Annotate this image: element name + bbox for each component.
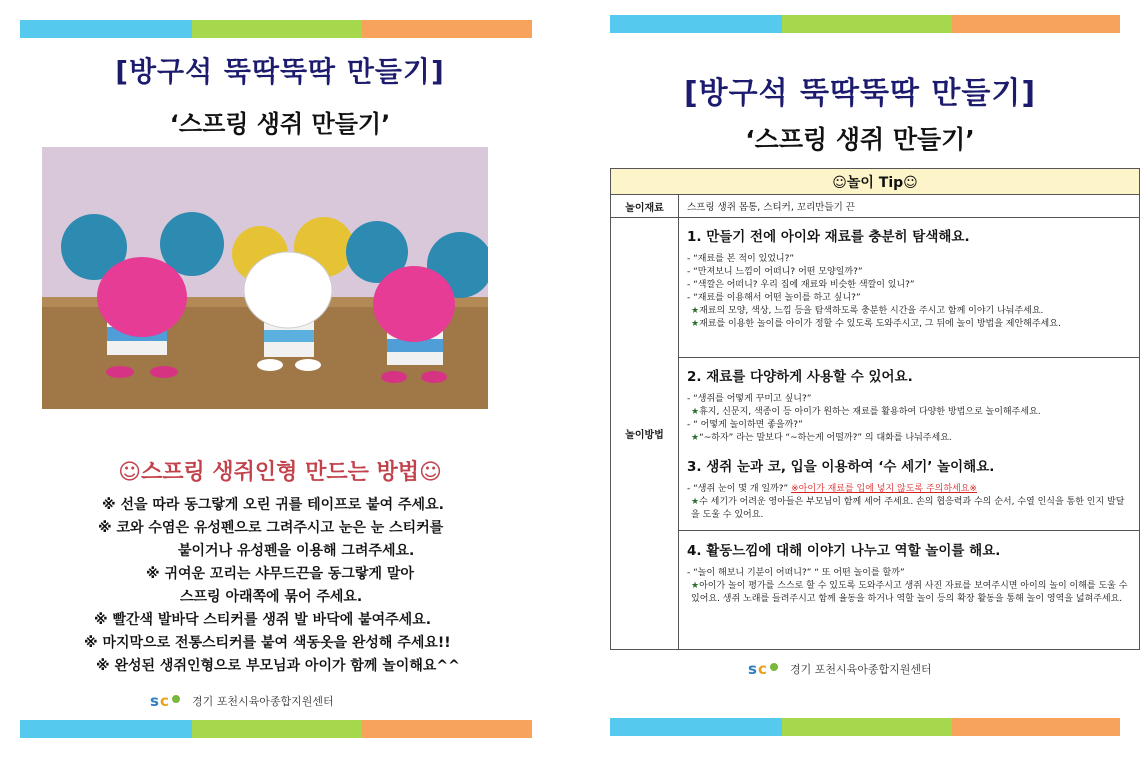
- svg-text:s: s: [150, 692, 159, 710]
- question-line: - “놀이 해보니 기분이 어떠니?” “ 또 어떤 놀이를 할까”: [687, 568, 905, 578]
- section-title: 3. 생쥐 눈과 코, 입을 이용하여 ‘수 세기’ 놀이해요.: [687, 459, 995, 475]
- section-title: 4. 활동느낌에 대해 이야기 나누고 역할 놀이를 해요.: [687, 543, 1001, 559]
- center-logo-icon: [748, 660, 786, 678]
- section-title: 2. 재료를 다양하게 사용할 수 있어요.: [687, 369, 913, 385]
- question-line: - “만져보니 느낌이 어떠니? 어떤 모양일까?”: [687, 267, 863, 277]
- step-line: ※ 마지막으로 전통스티커를 붙여 색동옷을 완성해 주세요!!: [84, 635, 451, 651]
- method-sections-2-4: [679, 358, 1140, 650]
- color-bar-top: [20, 20, 532, 38]
- step-line: ※ 선을 따라 동그랗게 오린 귀를 테이프로 붙여 주세요.: [102, 497, 444, 513]
- step-line: 스프링 아래쪽에 묶어 주세요.: [180, 589, 363, 605]
- svg-text:c: c: [758, 660, 767, 678]
- question-line: - “재료를 이용해서 어떤 놀이를 하고 싶니?”: [687, 293, 861, 303]
- materials-label: 놀이재료: [611, 195, 679, 218]
- step-line: ※ 코와 수염은 유성펜으로 그려주시고 눈은 눈 스티커를: [98, 520, 444, 536]
- question-line: - “재료를 본 적이 있었니?”: [687, 254, 795, 264]
- step-line: ※ 귀여운 꼬리는 샤무드끈을 동그랗게 말아: [146, 566, 414, 582]
- section-title: 1. 만들기 전에 아이와 재료를 충분히 탐색해요.: [687, 229, 970, 245]
- color-bar-top: [610, 15, 1120, 33]
- tip-line: ★ 수 세기가 어려운 영아들은 부모님이 함께 세어 주세요. 손의 협응력과 수의 순서, 수열 인식을 통한 인지 발달을 도울 수 있어요.: [687, 496, 1131, 522]
- safety-warning: ※아이가 재료를 입에 넣지 않도록 주의하세요※: [791, 484, 977, 494]
- center-name: 경기 포천시육아종합지원센터: [790, 663, 932, 676]
- page-title: [방구석 뚝딱뚝딱 만들기]: [115, 55, 445, 88]
- method-label: 놀이방법: [611, 218, 679, 650]
- question-line: - “ 어떻게 놀이하면 좋을까?”: [687, 420, 803, 430]
- spring-mouse-photo: [42, 147, 488, 409]
- step-line: 붙이거나 유성펜을 이용해 그려주세요.: [178, 543, 415, 559]
- step-line: ※ 빨간색 발바닥 스티커를 생쥐 발 바닥에 붙여주세요.: [94, 612, 432, 628]
- right-page: [580, 0, 1140, 769]
- center-logo-icon: [150, 692, 188, 710]
- question-line: - “색깔은 어떠니? 우리 집에 재료와 비슷한 색깔이 있니?”: [687, 280, 915, 290]
- color-bar-bottom: [20, 720, 532, 738]
- tip-header: ☺놀이 Tip☺: [611, 169, 1140, 195]
- method-section-1: [679, 218, 1140, 358]
- page-subtitle: ‘스프링 생쥐 만들기’: [169, 110, 391, 138]
- center-name: 경기 포천시육아종합지원센터: [192, 695, 334, 708]
- tip-line: ★ 재료를 이용한 놀이를 아이가 정할 수 있도록 도와주시고, 그 뒤에 놀이 방법을 제안해주세요.: [687, 318, 1131, 331]
- step-line: ※ 완성된 생쥐인형으로 부모님과 아이가 함께 놀이해요^^: [96, 658, 460, 674]
- play-tip-table: [610, 168, 1140, 650]
- svg-text:s: s: [748, 660, 757, 678]
- center-logo: [748, 660, 932, 678]
- steps-list: [80, 494, 510, 678]
- materials-text: 스프링 생쥐 몸통, 스티커, 꼬리만들기 끈: [679, 195, 1140, 218]
- tip-line: ★ 재료의 모양, 색상, 느낌 등을 탐색하도록 충분한 시간을 주시고 함께 이야기 나눠주세요.: [687, 305, 1131, 318]
- question-line: - “생쥐 눈이 몇 개 일까?” ※아이가 재료를 입에 넣지 않도록 주의하세요※: [687, 484, 977, 494]
- center-logo: [150, 692, 334, 710]
- question-line: - “생쥐를 어떻게 꾸미고 싶니?”: [687, 394, 812, 404]
- tip-line: ★ 휴지, 신문지, 색종이 등 아이가 원하는 재료를 활용하여 다양한 방법으로 놀이해주세요.: [687, 406, 1131, 419]
- color-bar-bottom: [610, 718, 1120, 736]
- svg-text:c: c: [160, 692, 169, 710]
- left-page: [0, 0, 560, 769]
- how-to-title: ☺스프링 생쥐인형 만드는 방법☺: [118, 460, 442, 485]
- page-title: [방구석 뚝딱뚝딱 만들기]: [683, 76, 1037, 111]
- tip-line: ★ “~하자” 라는 말보다 “~하는게 어떨까?” 의 대화를 나눠주세요.: [687, 432, 1131, 445]
- page-subtitle: ‘스프링 생쥐 만들기’: [745, 125, 975, 154]
- tip-line: ★ 아이가 놀이 평가를 스스로 할 수 있도록 도와주시고 생쥐 사진 자료를 보여주시면 아이의 놀이 이해를 도울 수 있어요. 생쥐 노래를 들려주시고 함께 율동을 하거나 역할 놀이 등의 확장 활동을 통해 놀이 영역을 넓혀주세요.: [687, 580, 1131, 606]
